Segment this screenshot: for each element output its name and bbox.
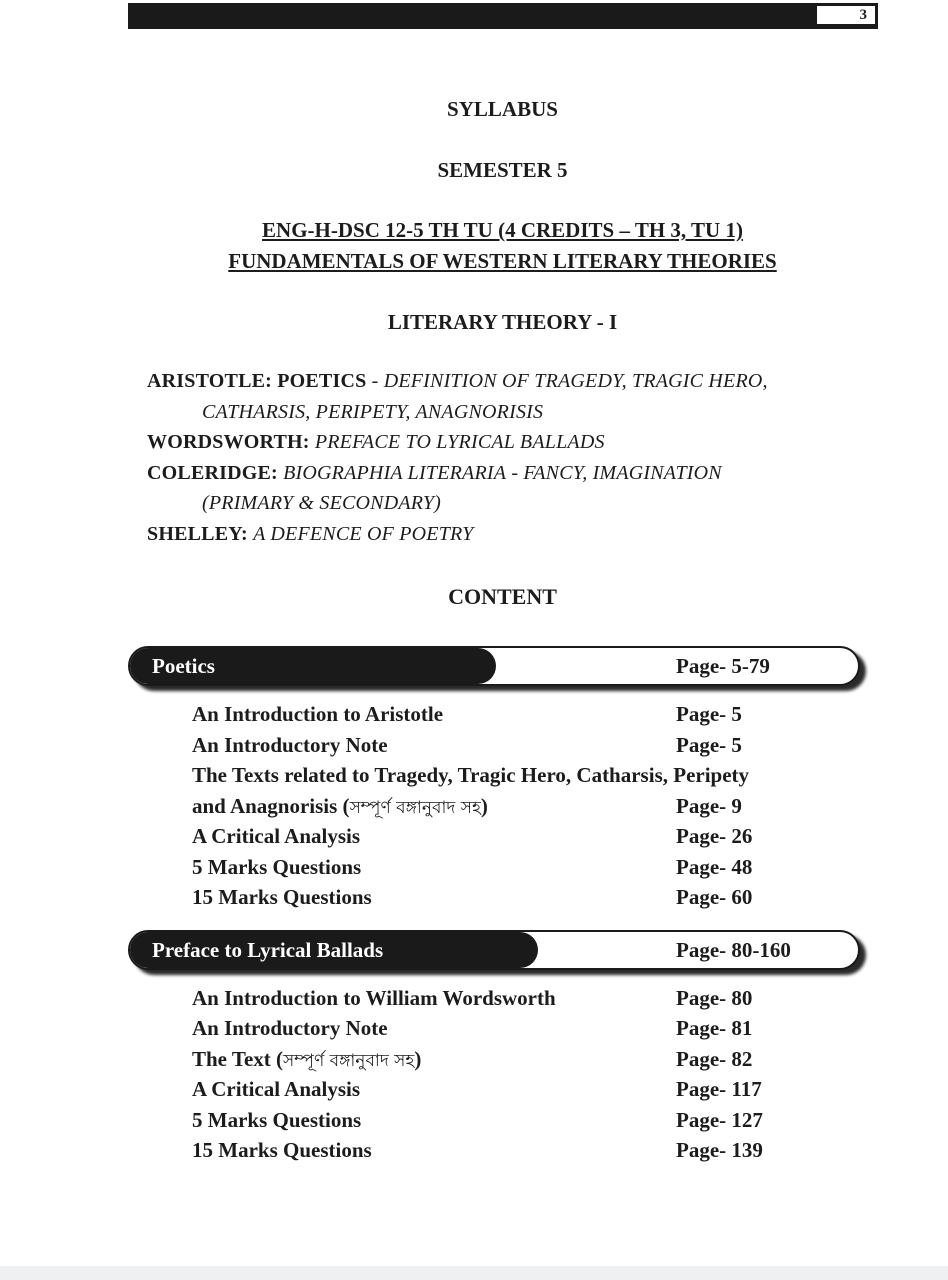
section-pages: Page- 80-160 (676, 938, 791, 962)
section-header-lyrical-ballads (128, 930, 860, 970)
content-heading: CONTENT (448, 584, 557, 609)
syllabus-item-coleridge-cont: (PRIMARY & SECONDARY) (202, 492, 442, 514)
syllabus-item-aristotle-cont: CATHARSIS, PERIPETY, ANAGNORISIS (202, 401, 544, 423)
course-code: ENG-H-DSC 12-5 TH TU (4 CREDITS – TH 3, TU 1) (262, 218, 743, 242)
syllabus-item-aristotle: ARISTOTLE: POETICS - DEFINITION OF TRAGEDY, TRAGIC HERO, (147, 370, 768, 392)
syllabus-item-coleridge: COLERIDGE: BIOGRAPHIA LITERARIA - FANCY, IMAGINATION (147, 462, 722, 484)
syllabus-heading: SYLLABUS (447, 97, 558, 121)
syllabus-item-wordsworth: WORDSWORTH: PREFACE TO LYRICAL BALLADS (147, 431, 605, 453)
syllabus-item-shelley: SHELLEY: A DEFENCE OF POETRY (147, 523, 474, 545)
footer-strip (0, 1266, 948, 1280)
header-bar (128, 3, 878, 29)
course-name: FUNDAMENTALS OF WESTERN LITERARY THEORIES (228, 249, 777, 273)
page-number: 3 (816, 5, 876, 25)
section-title: Poetics (130, 648, 496, 684)
theory-heading: LITERARY THEORY - I (387, 310, 618, 334)
section-header-poetics (128, 646, 860, 686)
semester-heading: SEMESTER 5 (437, 158, 568, 182)
section-title: Preface to Lyrical Ballads (130, 932, 538, 968)
section-pages: Page- 5-79 (676, 654, 770, 678)
